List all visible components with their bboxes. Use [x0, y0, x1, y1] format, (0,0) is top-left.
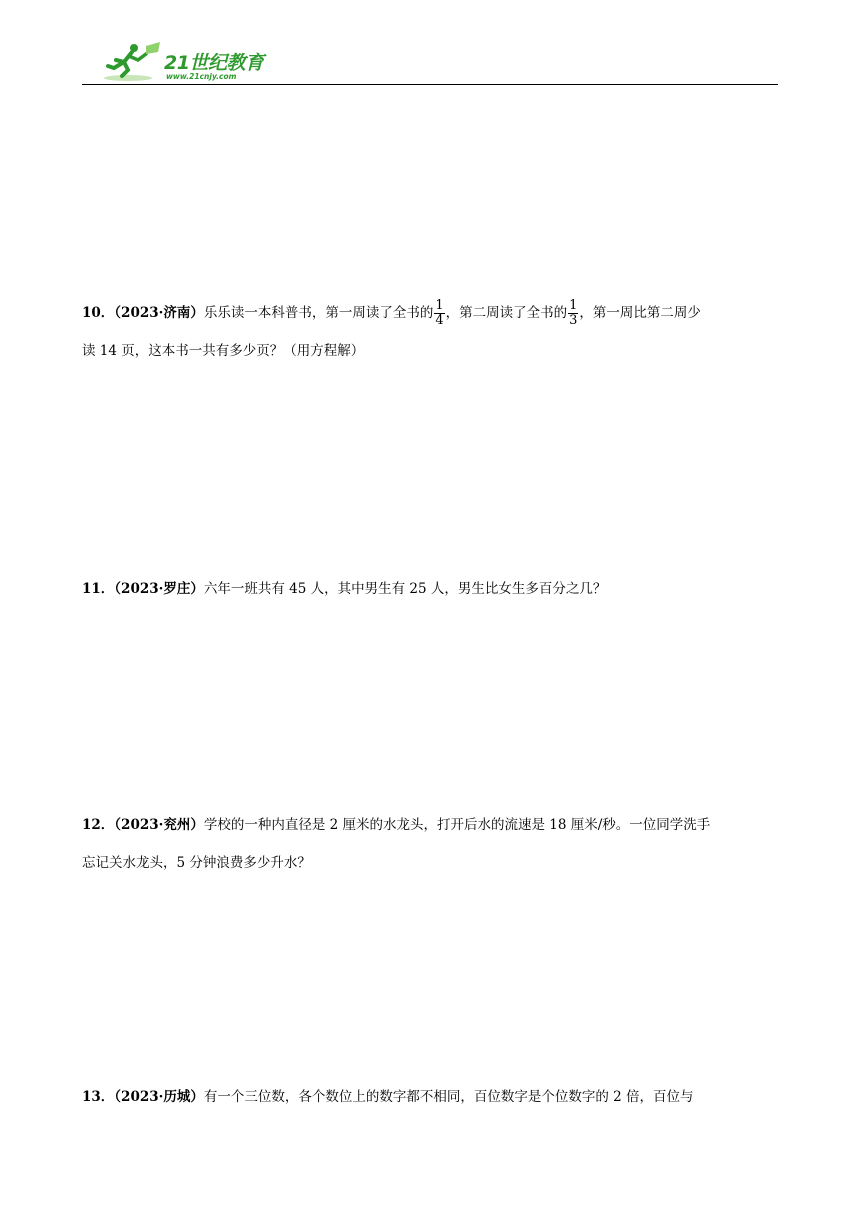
question-number: 10 — [82, 305, 101, 321]
question-text: 六年一班共有 45 人，其中男生有 25 人，男生比女生多百分之几？ — [203, 581, 607, 597]
question-number: 11 — [82, 581, 101, 597]
question-source: 2023·兖州 — [121, 817, 191, 833]
question-line: 10．（2023·济南）乐乐读一本科普书，第一周读了全书的 $\frac{1}{4}$ ，第二周读了全书的 $\frac{1}{3}$ ，第一周比第二周少 — [82, 298, 701, 328]
question-line: 11．（2023·罗庄）六年一班共有 45 人，其中男生有 25 人，男生比女生多百分之几？ — [82, 581, 607, 597]
question-line: 12．（2023·兖州）学校的一种内直径是 2 厘米的水龙头，打开后水的流速是 18 厘米/秒。一位同学洗手 — [82, 817, 711, 833]
runner-icon — [102, 40, 164, 84]
question-text: 学校的一种内直径是 2 厘米的水龙头，打开后水的流速是 18 厘米/秒。一位同学洗手 — [203, 817, 711, 833]
question-line: 忘记关水龙头，5 分钟浪费多少升水？ — [82, 855, 311, 871]
logo — [102, 40, 272, 84]
question-13 — [82, 1078, 782, 1116]
question-number: 13 — [82, 1089, 101, 1105]
logo-url: www.21cnjy.com — [166, 72, 237, 81]
question-text: ，第一周比第二周少 — [579, 305, 701, 321]
question-source: 2023·济南 — [121, 305, 191, 321]
fraction: $\frac{1}{3}$ — [569, 298, 578, 328]
question-11 — [82, 570, 782, 608]
fraction: $\frac{1}{4}$ — [435, 298, 444, 328]
question-source: 2023·罗庄 — [121, 581, 191, 597]
page-header — [82, 38, 778, 86]
question-number: 12 — [82, 817, 101, 833]
question-12 — [82, 806, 782, 882]
question-line: 13．（2023·历城）有一个三位数，各个数位上的数字都不相同，百位数字是个位数字的 2 倍，百位与 — [82, 1089, 694, 1105]
question-text: 有一个三位数，各个数位上的数字都不相同，百位数字是个位数字的 2 倍，百位与 — [203, 1089, 694, 1105]
question-text: 乐乐读一本科普书，第一周读了全书的 — [203, 305, 434, 321]
logo-title: 21世纪教育 — [164, 52, 264, 74]
question-source: 2023·历城 — [121, 1089, 191, 1105]
question-text: ，第二周读了全书的 — [445, 305, 568, 321]
question-10 — [82, 294, 782, 370]
question-line: 读 14 页，这本书一共有多少页？（用方程解） — [82, 343, 365, 359]
header-divider — [82, 84, 778, 85]
